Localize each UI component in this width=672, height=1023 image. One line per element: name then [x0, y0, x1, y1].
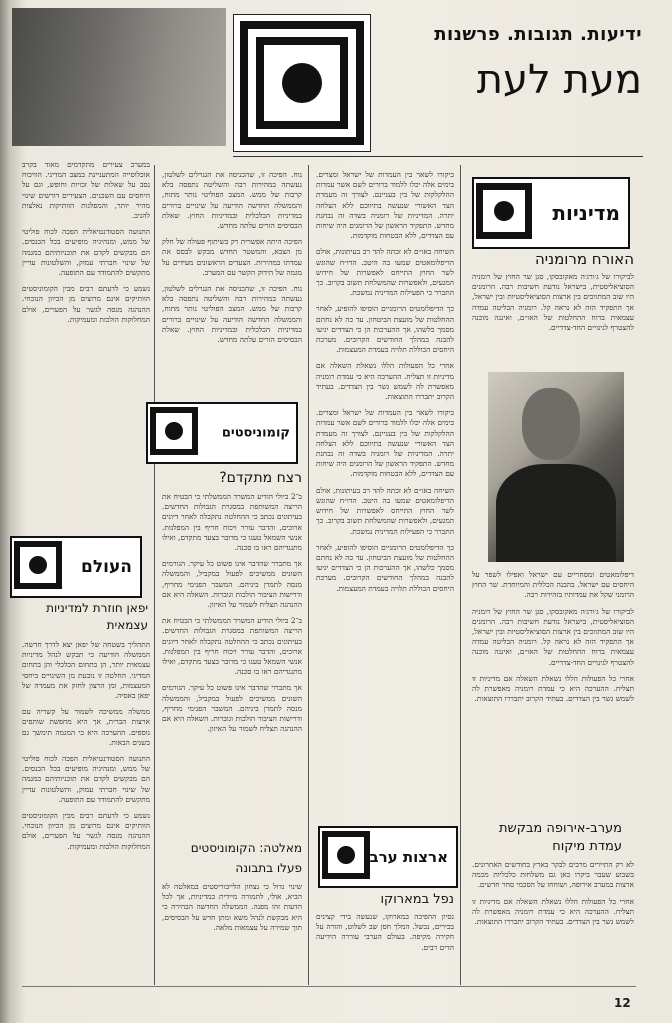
column-divider	[460, 165, 461, 985]
page-title: מעת לעת	[476, 57, 642, 103]
article-text: ב־2 ביולי הודיע המשרד הממשלתי כי הבטיח את הריצה המשותפת במסגרת הגבולות החדשים. בעיתונים נכתב כי ההחלטה נתקבלה לאחר דיונים ארוכים, והדבר עורר ויכוח חריף בין המפלגות. אנשי השמאל טענו כי מדובר בצעד מתקדם, ואילו מתנגדיהם ראו בו סכנה.	[162, 616, 302, 677]
article-text: במערב צעירים מתקדמים מאוד בקרב אוכלוסייה המתעניינת במצב המדיני. הוויכוח נסב על שאלות של זכויות וחופש, וגם על היחסים עם השכנים. הצעירים דורשים שינוי מהיר יותר, והמפלגות הוותיקות נאלצות להגיב.	[22, 160, 150, 221]
article-text: התנועה הסטודנטיאלית הפכה לכוח פוליטי של ממש, ומנהיגיה מופיעים בכל הכנסים. הם מבקשים לקדם את תוכניותיהם במגמה של שינוי חברתי עמוק, והשלטונות עדיין מתקשים להתמודד עם התופעה.	[22, 227, 150, 278]
article-text: ב־2 ביולי הודיע המשרד הממשלתי כי הבטיח את הריצה המשותפת במסגרת הגבולות החדשים. בעיתונים נכתב כי ההחלטה נתקבלה לאחר דיונים ארוכים, והדבר עורר ויכוח חריף בין המפלגות. אנשי השמאל טענו כי מדובר בצעד מתקדם, ואילו מתנגדיהם ראו בו סכנה.	[162, 492, 302, 553]
article-text: נוח. הפיכה זו, שהכניסה את הגנרלים לשלטון, נעשתה במהירות רבה והשליטה נתפסה בלא קרבות של ממש. המצב הפוליטי נותר מתוח, והממשלה החדשה הודיעה על שינויים ברורים במדיניות הכלכלית ובמדיניות החוץ. שאלת הבסיסים הזרים עלתה מחדש.	[162, 170, 302, 231]
section-logo-icon	[233, 14, 371, 152]
headline-malta: מאלטה: הקומוניסטים פעלו בתבונה	[190, 841, 302, 875]
article-text: שינוי גדול כי נצחון הלייבוריסטים במאלטה לא הביא, אולי, לתמורה מיידית במדיניות, אך לכל הדעות זהו מפנה. הממשלה החדשה הבהירה כי היא מבקשת לנהל משא ומתן חדש על הבסיסים, תוך שמירה על עצמאות מלאה.	[162, 882, 302, 932]
article-text: לא רק התיירים מרבים לבקר בארץ בחודשים האחרונים. בשבוע שעבר ביקרו כאן גם משלחות כלכליות מכמה ארצות במערב אירופה, ושוחחו על הסכמי סחר חדשים.	[472, 860, 634, 890]
article-column-4	[22, 160, 150, 530]
section-label: קומוניסטים	[221, 425, 290, 441]
section-header-politics	[472, 177, 630, 249]
article-romania-continued	[472, 570, 634, 810]
article-text: ביקורו לשאר בין העמדות של ישראל ומצרים. בימים אלה יכלו ללמוד ברורים לשם אשר עמדות ההלקלקות של בין בעניינם. לצורך זה מעמדת הצד האשורי שנעשה בתיווכם ללא הצלחה יתרה. המדיניות של רומניה בשדה זה נבחנת מחדש. התפקיד הראשון של הרומנים היה שיחות עם הצדדים, ללא הבטחות מוקדמות.	[316, 170, 454, 241]
article-text: דיפלומאטים ומסחריים עם ישראל ואפילו לשפר על היחסים עם ישראל. בהבנה הכללית והמיוחדת. שר החוץ הרומני שקל את עמדותיו בזהירות רבה.	[472, 570, 634, 600]
top-photo	[12, 8, 226, 146]
article-text: נוח. הפיכה זו, שהכניסה את הגנרלים לשלטון, נעשתה במהירות רבה והשליטה נתפסה בלא קרבות של ממש. המצב הפוליטי נותר מתוח, והממשלה החדשה הודיעה על שינויים ברורים במדיניות הכלכלית ובמדיניות החוץ. שאלת הבסיסים הזרים עלתה מחדש.	[162, 284, 302, 345]
article-text: אך מתברר שהדבר אינו פשוט כל עיקר. הגורמים השונים ממשיכים לפעול במקביל, והממשלה מנסה לתמרן ביניהם. המשבר הפנימי מחריף, ודרישות הציבור הולכות וגוברות. השאלה היא אם ההנהגה תצליח לשמור על האיזון.	[162, 559, 302, 610]
headline-romania: האורח מרומניה	[534, 250, 634, 268]
article-column-3	[162, 170, 302, 398]
portrait-body	[496, 464, 616, 562]
section-header-communists	[146, 402, 298, 464]
article-text: הפיכה היתה אפשרית רק בשיתוף פעולה של חלק מן הצבא, והמשטר החדש מבקש לבסס את עמדתו במהירות. הצעדים הראשונים מעידים על מגמה של הידוק הקשר עם המערב.	[162, 237, 302, 277]
headline-terror: רצח מתקדם?	[219, 470, 302, 486]
article-morocco	[316, 912, 454, 978]
section-label: העולם	[81, 557, 132, 577]
article-malta	[162, 882, 302, 978]
article-text: התהליך בשטחה של יפאן יצא לדרך חדשה. הממשלה הודיעה כי תבקש לנהל מדיניות עצמאית יותר, הן בתחום הכלכלי והן בתחום המדיני. החלטה זו נובעת מן השינויים ביחסי המעצמות, ומן הרצון לחזק את מעמדה של יפאן באסיה.	[22, 640, 150, 701]
headline-europe: מערב-אירופה מבקשת עמדת מיקוח	[498, 821, 622, 854]
footer-divider	[22, 986, 636, 987]
article-text: אחרי כל הפעולות הללו נשאלת השאלה אם מדיניות זו תצליח. ההערכה היא כי עמדת רומניה מאפשרת לה לשמש גשר בין הצדדים. בעתיד הקרוב יתבררו התוצאות.	[316, 361, 454, 402]
article-europe	[472, 860, 634, 978]
column-divider	[154, 165, 155, 985]
header	[380, 24, 642, 144]
section-logo-icon	[14, 541, 62, 589]
article-text: השיחה באו״ם לא זכתה להד רב בעיתונות, אולם הדיפלומאטים שמעו בה היטב. הדו״ח שהוגש לשר החוץ התייחס לאפשרות של חידוש המגעים, ולאפשרות שהמשלחת תשוב בקרוב. כך התברר כי הפעילות המדינית נמשכת.	[316, 247, 454, 298]
portrait-head	[522, 388, 580, 460]
article-text: אך מתברר שהדבר אינו פשוט כל עיקר. הגורמים השונים ממשיכים לפעול במקביל, והממשלה מנסה לתמרן ביניהם. המשבר הפנימי מחריף, ודרישות הציבור הולכות וגוברות. השאלה היא אם ההנהגה תצליח לשמור על האיזון.	[162, 683, 302, 734]
article-text: נשמע כי לדעתם רבים מבין הקומוניסטים הוותיקים אינם מרוצים מן הכיוון הנוכחי. ההנהגה מנסה לגשר על הפערים, אולם המחלוקות הולכות ומעמיקות.	[22, 811, 150, 851]
section-logo-icon	[476, 183, 532, 239]
article-column-2	[316, 170, 454, 820]
article-text: כך הדיפלומטים הרומניים הוסיפו להופיע, לאחר ההחלטות של מועצת הביטחון. עד כה לא נחתם מסמך כלשהו, אך ההערכות הן כי הצדדים יגיעו להבנה במהלך החודשים הקרובים. מערכת היחסים הכוללת תלויה בעמדת המעצמות.	[316, 542, 454, 593]
column-divider	[308, 165, 309, 985]
section-label: ארצות ערב	[369, 848, 448, 866]
section-label: מדיניות	[552, 201, 620, 225]
section-header-world	[10, 536, 142, 598]
header-divider	[233, 156, 643, 157]
article-text: כך הדיפלומטים הרומניים הוסיפו להופיע, לאחר ההחלטות של מועצת הביטחון. עד כה לא נחתם מסמך כלשהו, אך ההערכות הן כי הצדדים יגיעו להבנה במהלך החודשים הקרובים. מערכת היחסים הכוללת תלויה בעמדת המעצמות.	[316, 304, 454, 355]
article-text: השיחה באו״ם לא זכתה להד רב בעיתונות, אולם הדיפלומאטים שמעו בה היטב. הדו״ח שהוגש לשר החוץ התייחס לאפשרות של חידוש המגעים, ולאפשרות שהמשלחת תשוב בקרוב. כך התברר כי הפעילות המדינית נמשכת.	[316, 485, 454, 536]
article-japan	[22, 640, 150, 976]
article-text: ביקורו לשאר בין העמדות של ישראל ומצרים. בימים אלה יכלו ללמוד ברורים לשם אשר עמדות ההלקלקות של בין בעניינם. לצורך זה מעמדת הצד האשורי שנעשה בתיווכם ללא הצלחה יתרה. המדיניות של רומניה בשדה זה נבחנת מחדש. התפקיד הראשון של הרומנים היה שיחות עם הצדדים, ללא הבטחות מוקדמות.	[316, 408, 454, 479]
article-text: אחרי כל הפעולות הללו נשאלת השאלה אם מדיניות זו תצליח. ההערכה היא כי עמדת רומניה מאפשרת לה לשמש גשר בין הצדדים. בעתיד הקרוב יתבררו התוצאות.	[472, 673, 634, 704]
portrait-photo	[488, 372, 624, 562]
section-logo-icon	[150, 407, 198, 455]
article-text: אחרי כל הפעולות הללו נשאלת השאלה אם מדיניות זו תצליח. ההערכה היא כי עמדת רומניה מאפשרת לה לשמש גשר בין הצדדים. בעתיד הקרוב יתבררו התוצאות.	[472, 896, 634, 927]
article-text: נסיון ההפיכה במארוקו, שנעשה בידי קצינים בכירים, נכשל. המלך חסן שב לשלוט, והורה על חקירה מקיפה. בעולם הערבי עוררה הידיעה הדים רבים.	[316, 912, 454, 952]
article-text: נשמע כי לדעתם רבים מבין הקומוניסטים הוותיקים אינם מרוצים מן הכיוון הנוכחי. ההנהגה מנסה לגשר על הפערים, אולם המחלוקות הולכות ומעמיקות.	[22, 284, 150, 324]
article-text: התנועה הסטודנטיאלית הפכה לכוח פוליטי של ממש, ומנהיגיה מופיעים בכל הכנסים. הם מבקשים לקדם את תוכניותיהם במגמה של שינוי חברתי עמוק, והשלטונות עדיין מתקשים להתמודד עם התופעה.	[22, 754, 150, 804]
headline-japan: יפאן חוזרת למדיניות עצמאית	[46, 601, 148, 632]
article-text: ממשלה ממשיכה לשמור על קשריה עם ארצות הברית, אך היא מחפשת שותפים נוספים. ההערכה היא כי המגמה תימשך גם בשנים הבאות.	[22, 707, 150, 747]
article-terror	[162, 492, 302, 832]
page-number: 12	[614, 996, 631, 1010]
article-text: לביקורו של ג׳ורג׳ה מאקובסקו, סגן שר החוץ של רומניה הסוציאליסטית, בישראל נודעת חשיבות רבה. הרומנים היו שוב המתווכים בין ארצות הסוציאליסטיות ובין ישראל, אך התפקיד הזה לא נראה קל. רומניה הבליטה עמדה עצמאית ברוח ההחלטות של האו״ם, ואיננה מוכנה להצטרף לגינויים החד-צדדיים.	[472, 272, 634, 333]
header-kicker: ידיעות. תגובות. פרשנות	[434, 24, 642, 45]
section-logo-icon	[322, 831, 370, 879]
section-header-arab	[318, 826, 458, 888]
article-romania	[472, 272, 634, 368]
article-text: לביקורו של ג׳ורג׳ה מאקובסקו, סגן שר החוץ של רומניה הסוציאליסטית, בישראל נודעת חשיבות רבה. הרומנים היו שוב המתווכים בין ארצות הסוציאליסטיות ובין ישראל, אך התפקיד הזה לא נראה קל. רומניה הבליטה עמדה עצמאית ברוח ההחלטות של האו״ם, ואיננה מוכנה להצטרף לגינויים החד-צדדיים.	[472, 606, 634, 667]
headline-morocco: נפל במארוקו	[380, 892, 454, 907]
